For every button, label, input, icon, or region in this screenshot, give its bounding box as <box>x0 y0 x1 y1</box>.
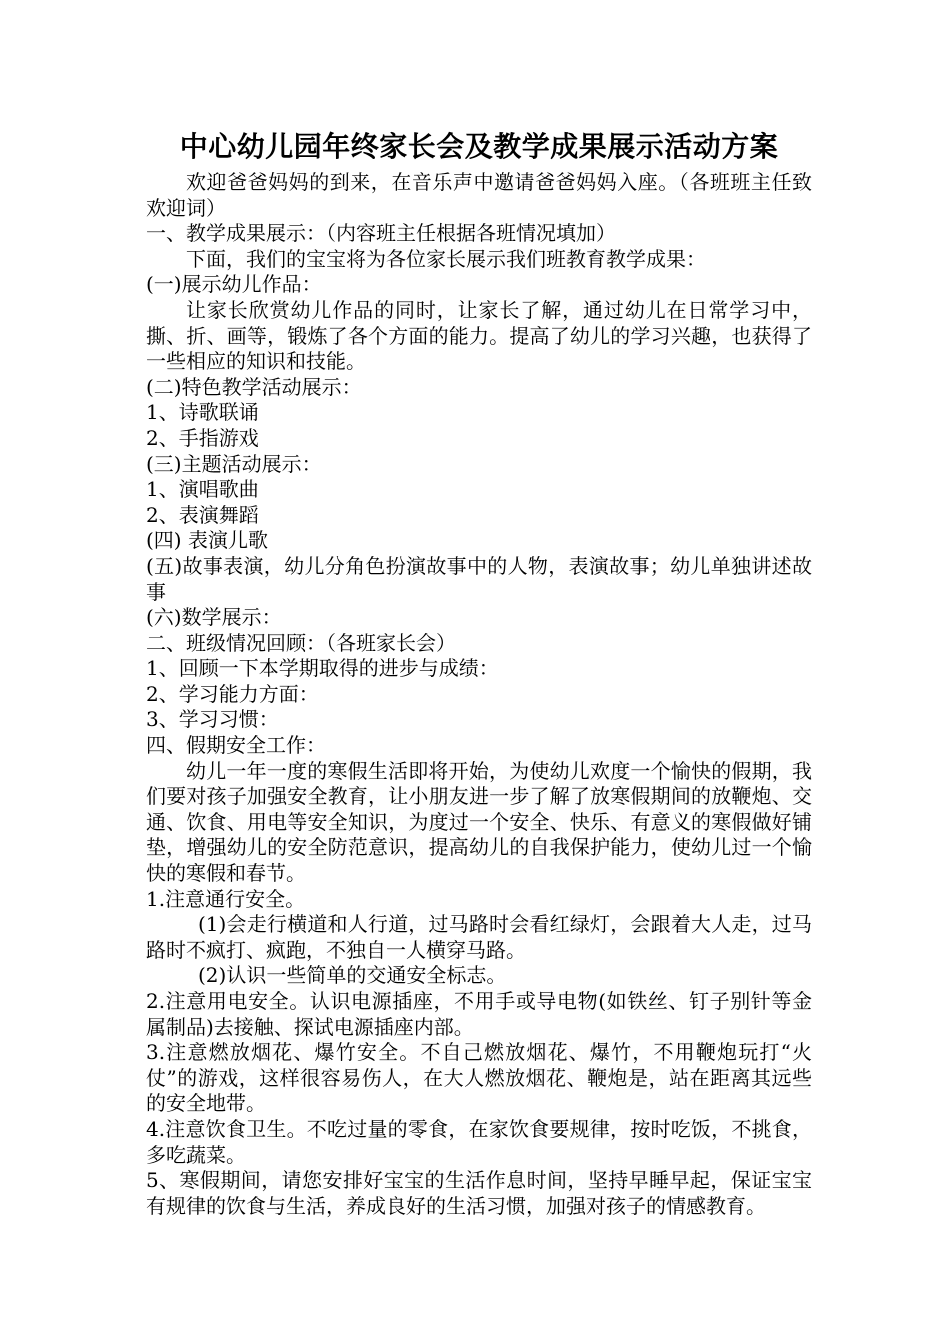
paragraph: 一、教学成果展示：（内容班主任根据各班情况填加） <box>146 221 616 246</box>
paragraph: 3、学习习惯： <box>146 707 279 732</box>
paragraph: 1、诗歌联诵 <box>146 400 259 425</box>
document-body <box>146 170 812 1219</box>
paragraph: (2)认识一些简单的交通安全标志。 <box>198 963 507 988</box>
document-title: 中心幼儿园年终家长会及教学成果展示活动方案 <box>179 130 779 163</box>
paragraph: 2、学习能力方面： <box>146 681 319 706</box>
paragraph: 幼儿一年一度的寒假生活即将开始，为使幼儿欢度一个愉快的假期，我们要对孩子加强安全教育，让小朋友进一步了解了放寒假期间的放鞭炮、交通、饮食、用电等安全知识，为度过一个安全、快乐、有意义的寒假做好铺垫，增强幼儿的安全防范意识，提高幼儿的自我保护能力，使幼儿过一个愉快的寒假和春节。 <box>146 758 812 886</box>
paragraph: 2.注意用电安全。认识电源插座，不用手或导电物(如铁丝、钉子别针等金属制品)去接触、探试电源插座内部。 <box>146 989 812 1039</box>
paragraph: (二)特色教学活动展示： <box>146 374 362 399</box>
paragraph: 3.注意燃放烟花、爆竹安全。不自己燃放烟花、爆竹，不用鞭炮玩打“火仗”的游戏，这样很容易伤人，在大人燃放烟花、鞭炮是，站在距离其远些的安全地带。 <box>146 1040 812 1116</box>
paragraph: 1、演唱歌曲 <box>146 477 259 502</box>
document-page <box>146 124 812 1219</box>
paragraph: (四) 表演儿歌 <box>146 528 268 553</box>
paragraph: (六)数学展示： <box>146 605 282 630</box>
paragraph: 欢迎爸爸妈妈的到来，在音乐声中邀请爸爸妈妈入座。（各班班主任致欢迎词） <box>146 170 812 220</box>
paragraph: 5、寒假期间，请您安排好宝宝的生活作息时间，坚持早睡早起，保证宝宝有规律的饮食与生活，养成良好的生活习惯，加强对孩子的情感教育。 <box>146 1168 812 1218</box>
paragraph: 1.注意通行安全。 <box>146 886 306 911</box>
paragraph: 4.注意饮食卫生。不吃过量的零食，在家饮食要规律，按时吃饭，不挑食，多吃蔬菜。 <box>146 1116 812 1167</box>
paragraph: 四、假期安全工作： <box>146 733 326 758</box>
paragraph: (五)故事表演，幼儿分角色扮演故事中的人物，表演故事；幼儿单独讲述故事 <box>146 553 812 604</box>
paragraph: 二、班级情况回顾：（各班家长会） <box>146 630 456 655</box>
paragraph: 2、表演舞蹈 <box>146 502 259 527</box>
paragraph: (一)展示幼儿作品： <box>146 272 322 297</box>
paragraph: 让家长欣赏幼儿作品的同时，让家长了解，通过幼儿在日常学习中，撕、折、画等，锻炼了各个方面的能力。提高了幼儿的学习兴趣，也获得了一些相应的知识和技能。 <box>146 297 812 374</box>
paragraph: 下面，我们的宝宝将为各位家长展示我们班教育教学成果： <box>186 246 706 271</box>
paragraph: 2、手指游戏 <box>146 425 259 450</box>
paragraph: 1、回顾一下本学期取得的进步与成绩： <box>146 656 499 681</box>
paragraph: (1)会走行横道和人行道，过马路时会看红绿灯，会跟着大人走，过马路时不疯打、疯跑，不独自一人横穿马路。 <box>146 912 812 962</box>
paragraph: (三)主题活动展示： <box>146 451 322 476</box>
